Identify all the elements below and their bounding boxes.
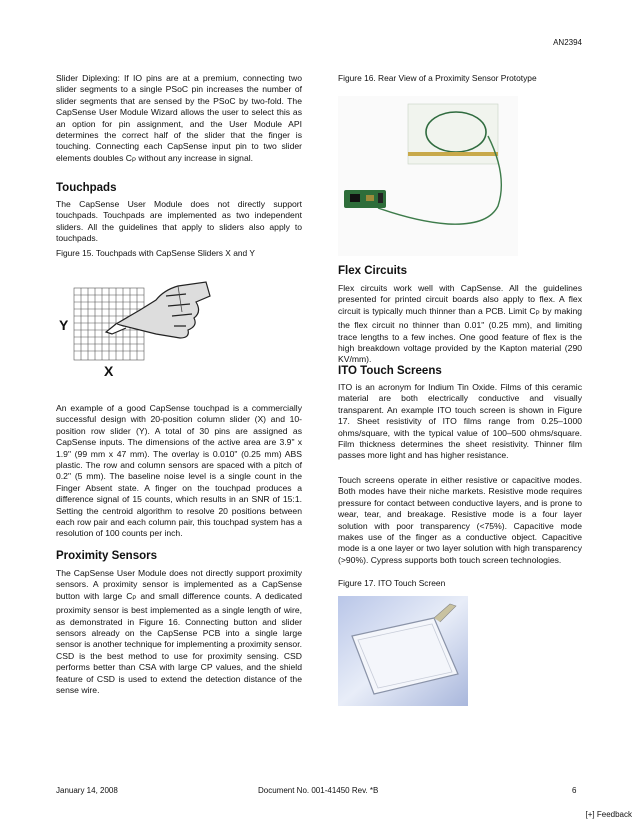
heading-touchpads: Touchpads — [56, 182, 117, 194]
figure-15-caption: Figure 15. Touchpads with CapSense Sliders X and Y — [56, 248, 255, 258]
figure-15-touchpad-illustration — [56, 272, 216, 382]
figure-17-caption: Figure 17. ITO Touch Screen — [338, 578, 446, 588]
footer-document-number: Document No. 001-41450 Rev. *B — [258, 786, 379, 795]
feedback-link[interactable]: [+] Feedback — [585, 810, 632, 819]
footer-date: January 14, 2008 — [56, 786, 118, 795]
paragraph-touchpad-example: An example of a good CapSense touchpad is a commercially successful design with 20-position column slider (X) and 10-position row slider (Y). A total of 30 pins are assigned as CapSense inputs. The dimensions of the active area are 3.9" x 1.9" (99 mm x 47 mm). The overlay is 0.010" (0.25 mm) ABS plastic. The row and column sensors are spaced with a pitch of 0.2" (5 mm). The baseline noise level is a single count in the Finger Absent state. A finger on the touchpad produces a difference signal of 15 counts, which results in an SNR of 15:1. Setting the centroid algorithm to resolve 20 positions between each row pair and each column pair, this touchpad system has a resolution of 100 counts per inch. — [56, 403, 302, 539]
figure-16-proximity-sensor-photo — [338, 96, 518, 256]
figure-15-y-label: Y — [59, 317, 69, 333]
header-doc-id: AN2394 — [553, 38, 582, 47]
heading-proximity-sensors: Proximity Sensors — [56, 550, 157, 562]
heading-ito-touch-screens: ITO Touch Screens — [338, 365, 442, 377]
paragraph-proximity-sensors: The CapSense User Module does not directly support proximity sensors. A proximity sensor is implemented as a CapSense button with large $C_P$ and small difference counts. A dedicated proximity sensor is best implemented as a single length of wire, as demonstrated in Figure 16. Connecting button and slider sensors already on the CapSense PCB into a single large sensor is another technique for implementing a proximity sensor. CSD is the best method to use for proximity sensing. CSD performs better than CSA with large CP values, and the shield feature of CSD is used to extend the detection distance of the sense wire. — [56, 568, 302, 696]
footer-page-number: 6 — [572, 786, 577, 795]
figure-16-caption: Figure 16. Rear View of a Proximity Sensor Prototype — [338, 73, 537, 83]
heading-flex-circuits: Flex Circuits — [338, 265, 408, 277]
paragraph-touchpads: The CapSense User Module does not directly support touchpads. Touchpads are implemented as two independent sliders. All the guidelines that apply to sliders also apply to touchpads. — [56, 199, 302, 244]
paragraph-touch-screen-modes: Touch screens operate in either resistive or capacitive modes. Both modes have their niche markets. Resistive mode requires pressure for contact between conductive layers, and is prone to wear, tear, and breakage. Resistive mode is a four layer solution with poor transparency (<75%). Capacitive mode makes use of the finger as a conductive object. Capacitive mode is a one layer or two layer solution with high transparency (>90%). Cypress supports both touch screen technologies. — [338, 475, 582, 565]
paragraph-ito-definition: ITO is an acronym for Indium Tin Oxide. Films of this ceramic material are both electrically conductive and visually transparent. An example ITO touch screen is shown in Figure 17. Sheet resistivity of ITO films range from 0.25–1000 ohms/square, with the typical value of 100–500 ohms/square. Film thickness determines the sheet resistivity. Thinner film passes more light and has higher resistance. — [338, 382, 582, 461]
paragraph-flex-circuits: Flex circuits work well with CapSense. All the guidelines presented for printed circuit boards also apply to flex. A flex circuit is typically much thinner than a PCB. Limit $C_P$ by making the flex circuit no thinner than 0.01" (0.25 mm), and limiting trace lengths to a few inches. One good feature of flex is the high breakdown voltage provided by the Kapton material (290 KV/mm). — [338, 283, 583, 365]
paragraph-slider-diplexing: Slider Diplexing: If IO pins are at a premium, connecting two slider segments to a single PSoC pin increases the number of slider segments that are sensed by the PSoC by two-fold. The CapSense User Module Wizard allows the user to select this as an option for pin assignment, and the User Module API determines the correct half of the slider that the finger is touching. Connecting each CapSense input pin to two slider elements doubles $C_P$ without any increase in signal. — [56, 73, 302, 164]
figure-17-ito-touch-screen-photo — [338, 596, 468, 706]
figure-15-x-label: X — [104, 363, 114, 379]
edge-connector — [408, 152, 498, 156]
